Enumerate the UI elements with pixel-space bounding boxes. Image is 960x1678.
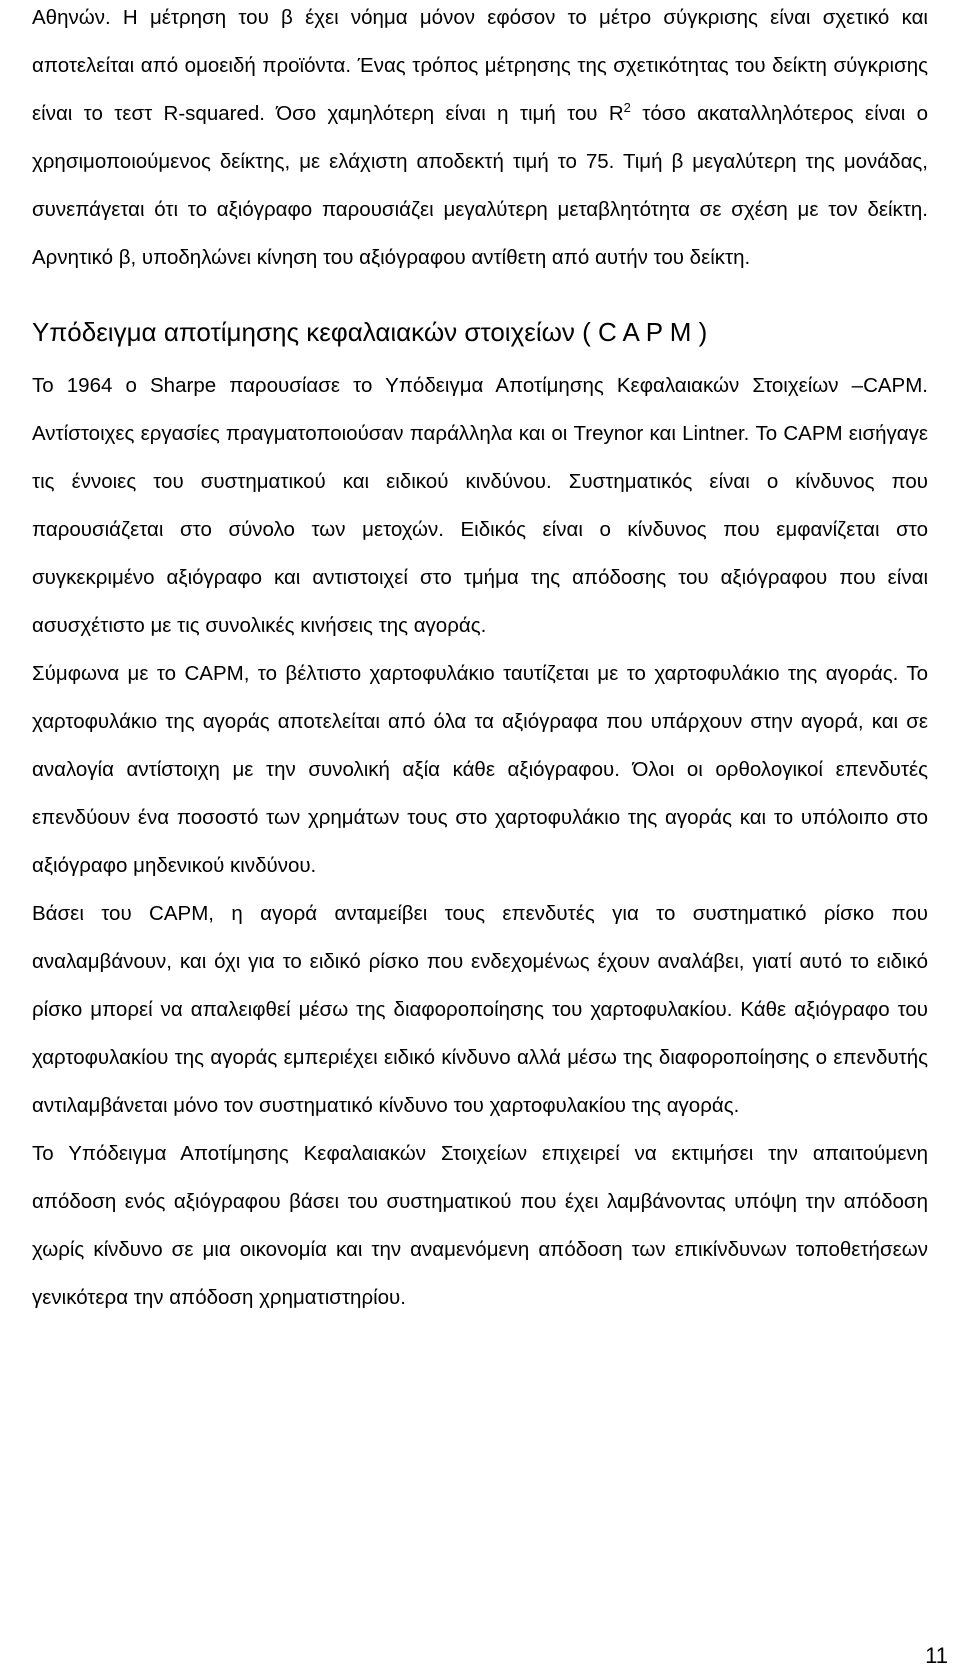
paragraph-text: Αθηνών. Η μέτρηση του β έχει νόημα μόνον εφόσον το μέτρο σύγκρισης είναι σχετικό και αποτελείται από ομοειδή προϊόντα. Ένας τρόπος μέτρησης της σχετικότητας του δείκτη σύγκρισης είναι το τεστ R-squared. Όσο χαμηλότερη είναι η τιμή του R [32,6,928,125]
page-number: 11 [925,1643,948,1668]
paragraph-beta-measurement [32,0,928,282]
document-page [32,0,928,1322]
paragraph-required-return: Το Υπόδειγμα Αποτίμησης Κεφαλαιακών Στοιχείων επιχειρεί να εκτιμήσει την απαιτούμενη απόδοση ενός αξιόγραφου βάσει του συστηματικού που έχει λαμβάνοντας υπόψη την απόδοση χωρίς κίνδυνο σε μια οικονομία και την αναμενόμενη απόδοση των επικίνδυνων τοποθετήσεων γενικότερα την απόδοση χρηματιστηρίου. [32,1142,928,1309]
paragraph-systematic-risk: Βάσει του CAPM, η αγορά ανταμείβει τους επενδυτές για το συστηματικό ρίσκο που αναλαμβάνουν, και όχι για το ειδικό ρίσκο που ενδεχομένως έχουν αναλάβει, γιατί αυτό το ειδικό ρίσκο μπορεί να απαλειφθεί μέσω της διαφοροποίησης του χαρτοφυλακίου. Κάθε αξιόγραφο του χαρτοφυλακίου της αγοράς εμπεριέχει ειδικό κίνδυνο αλλά μέσω της διαφοροποίησης ο επενδυτής αντιλαμβάνεται μόνο τον συστηματικό κίνδυνο του χαρτοφυλακίου της αγοράς. [32,902,928,1117]
paragraph-market-portfolio: Σύμφωνα με το CAPM, το βέλτιστο χαρτοφυλάκιο ταυτίζεται με το χαρτοφυλάκιο της αγοράς. Το χαρτοφυλάκιο της αγοράς αποτελείται από όλα τα αξιόγραφα που υπάρχουν στην αγορά, και σε αναλογία αντίστοιχη με την συνολική αξία κάθε αξιόγραφου. Όλοι οι ορθολογικοί επενδυτές επενδύουν ένα ποσοστό των χρημάτων τους στο χαρτοφυλάκιο της αγοράς και το υπόλοιπο στο αξιόγραφο μηδενικού κινδύνου. [32,662,928,877]
section-heading: Υπόδειγμα αποτίμησης κεφαλαιακών στοιχείων ( C A P M ) [32,317,708,347]
paragraph-text: τόσο ακαταλληλότερος είναι ο χρησιμοποιούμενος δείκτης, με ελάχιστη αποδεκτή τιμή το 75. Τιμή β μεγαλύτερη της μονάδας, συνεπάγεται ότι το αξιόγραφο παρουσιάζει μεγαλύτερη μεταβλητότητα σε σχέση με τον δείκτη. Αρνητικό β, υποδηλώνει κίνηση του αξιόγραφου αντίθετη από αυτήν του δείκτη. [32,102,929,269]
superscript-two: 2 [623,100,631,116]
paragraph-capm-intro: Το 1964 ο Sharpe παρουσίασε το Υπόδειγμα Αποτίμησης Κεφαλαιακών Στοιχείων –CAPM. Αντίστοιχες εργασίες πραγματοποιούσαν παράλληλα και οι Treynor και Lintner. Το CAPM εισήγαγε τις έννοιες του συστηματικού και ειδικού κινδύνου. Συστηματικός είναι ο κίνδυνος που παρουσιάζεται στο σύνολο των μετοχών. Ειδικός είναι ο κίνδυνος που εμφανίζεται στο συγκεκριμένο αξιόγραφο και αντιστοιχεί στο τμήμα της απόδοσης του αξιόγραφου που είναι ασυσχέτιστο με τις συνολικές κινήσεις της αγοράς. [32,374,928,637]
